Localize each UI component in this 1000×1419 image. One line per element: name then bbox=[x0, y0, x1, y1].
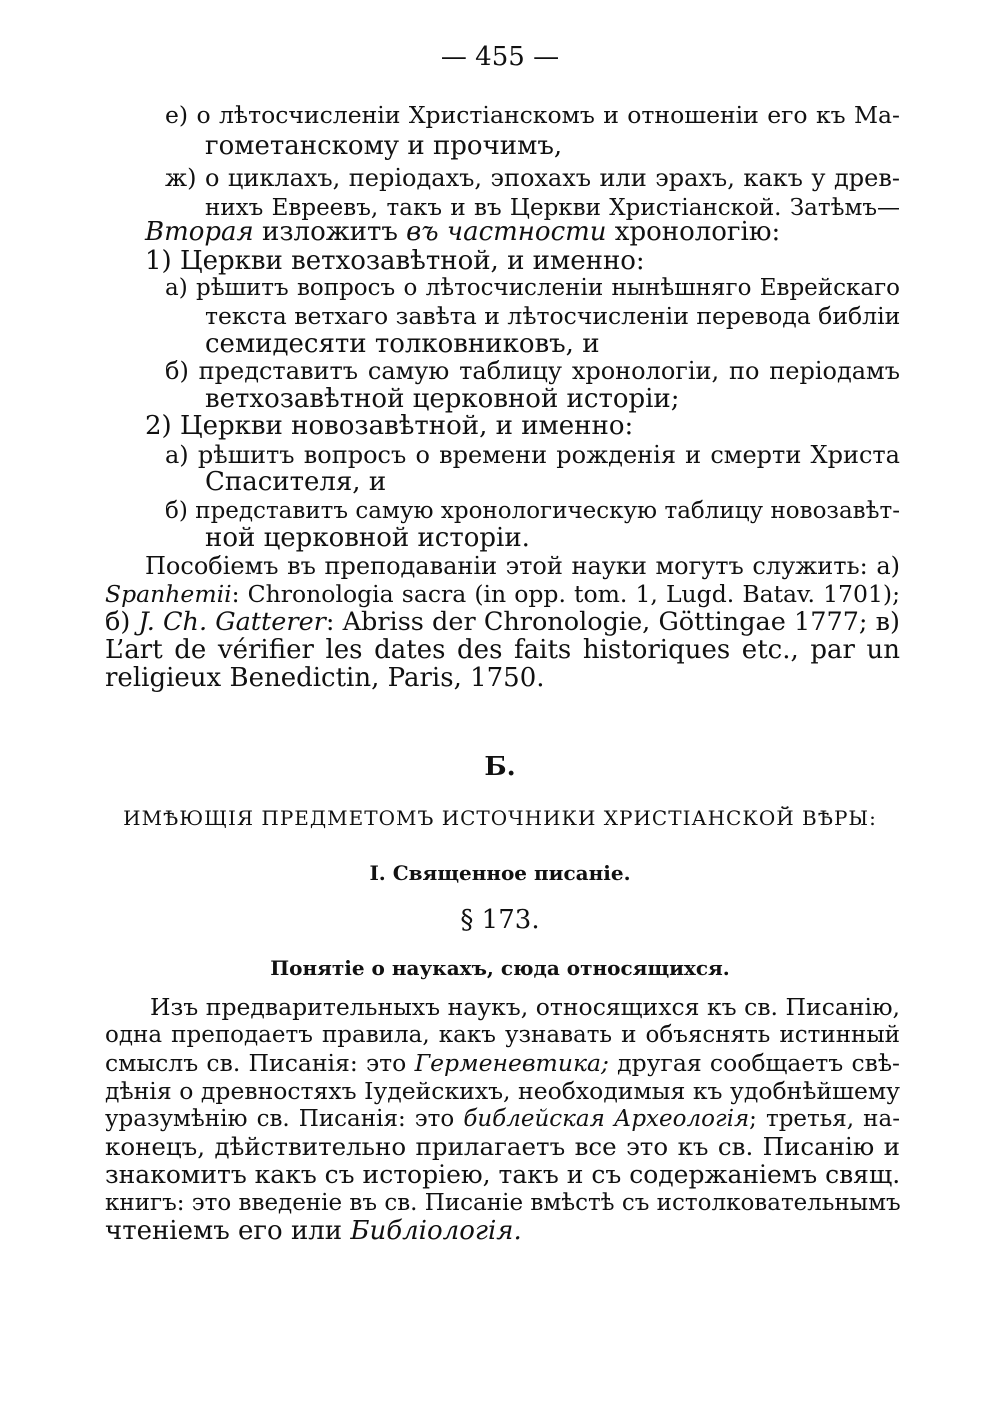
subsection-title: I. Священное писаніе. bbox=[369, 861, 631, 885]
text-segment: хронологію: bbox=[606, 217, 781, 247]
body-line3 bbox=[105, 1048, 900, 1078]
item1-b-line1: б) представитъ самую таблицу хронологіи, по періодамъ bbox=[165, 357, 900, 385]
body-line9 bbox=[105, 1216, 522, 1246]
term-biblical-archaeology: библейская Археологія bbox=[463, 1106, 750, 1132]
list-item-e-line1: е) о лѣтосчисленіи Христіанскомъ и отношеніи его къ Ма- bbox=[165, 101, 900, 129]
term-bibliology: Библіологія. bbox=[350, 1216, 522, 1246]
body-line7: знакомитъ какъ съ исторіею, такъ и съ содержаніемъ свящ. bbox=[105, 1160, 901, 1189]
paragraph-title: Понятіе о наукахъ, сюда относящихся. bbox=[270, 956, 730, 980]
text-segment: изложитъ bbox=[253, 217, 407, 247]
paragraph-number: § 173. bbox=[460, 905, 540, 935]
item1-a-line2: текста ветхаго завѣта и лѣтосчисленіи перевода библіи bbox=[205, 302, 901, 330]
text-segment: чтеніемъ его или bbox=[105, 1216, 351, 1246]
text-segment: : Abriss der Chronologie, Göttingae 1777; в) bbox=[325, 607, 900, 637]
item2-a-line2: Спасителя, и bbox=[205, 467, 387, 497]
aids-line1: Пособіемъ въ преподаваніи этой науки могутъ служить: а) bbox=[145, 552, 900, 580]
text-segment: ; третья, на- bbox=[749, 1106, 900, 1132]
item2-heading: 2) Церкви новозавѣтной, и именно: bbox=[145, 411, 634, 441]
aids-line2 bbox=[105, 579, 900, 609]
item2-b-line2: ной церковной исторіи. bbox=[205, 523, 530, 553]
section-letter: Б. bbox=[484, 752, 516, 782]
aids-line3 bbox=[105, 607, 900, 637]
text-segment: уразумѣнію св. Писанія: это bbox=[105, 1106, 464, 1132]
item2-b-line1: б) представитъ самую хронологическую таблицу новозавѣт- bbox=[165, 498, 900, 524]
page-number: — 455 — bbox=[440, 42, 560, 72]
italic-word-vtoraya: Вторая bbox=[145, 217, 254, 247]
body-line6: конецъ, дѣйствительно прилагаетъ все это къ св. Писанію и bbox=[105, 1132, 900, 1161]
body-line4: дѣнія о древностяхъ Іудейскихъ, необходимыя къ удобнѣйшему bbox=[105, 1077, 900, 1105]
body-line8: книгъ: это введеніе въ св. Писаніе вмѣстѣ съ истолковательнымъ bbox=[105, 1190, 901, 1216]
author-gatterer: J. Ch. Gatterer bbox=[138, 607, 326, 637]
text-segment: : Chronologia sacra (in opp. tom. 1, Lugd. Batav. 1701); bbox=[231, 580, 900, 608]
aids-line4: L’art de vérifier les dates des faits historiques etc., par un bbox=[105, 635, 900, 665]
term-hermeneutics: Герменевтика; bbox=[414, 1049, 609, 1077]
italic-phrase-v-chastnosti: въ частности bbox=[406, 217, 607, 247]
text-segment: б) bbox=[105, 607, 139, 637]
body-line1: Изъ предварительныхъ наукъ, относящихся къ св. Писанію, bbox=[150, 993, 900, 1021]
list-item-zh-line1: ж) о циклахъ, періодахъ, эпохахъ или эрахъ, какъ у древ- bbox=[165, 164, 900, 192]
list-item-zh-line2: нихъ Евреевъ, такъ и въ Церкви Христіанской. Затѣмъ— bbox=[205, 195, 900, 221]
section-title: ИМѢЮЩІЯ ПРЕДМЕТОМЪ ИСТОЧНИКИ ХРИСТІАНСКОЙ ВѢРЫ: bbox=[123, 806, 877, 830]
body-line2: одна преподаетъ правила, какъ узнавать и объяснять истинный bbox=[105, 1022, 900, 1048]
item1-a-line3: семидесяти толковниковъ, и bbox=[205, 329, 600, 359]
list-item-e-line2: гометанскому и прочимъ, bbox=[205, 131, 563, 161]
text-segment: другая сообщаетъ свѣ- bbox=[608, 1049, 900, 1077]
item1-heading: 1) Церкви ветхозавѣтной, и именно: bbox=[145, 246, 645, 276]
aids-line5: religieux Benedictin, Paris, 1750. bbox=[105, 663, 545, 693]
author-spanhemii: Spanhemii bbox=[105, 580, 232, 608]
item1-a-line1: а) рѣшитъ вопросъ о лѣтосчисленіи нынѣшняго Еврейскаго bbox=[165, 275, 900, 301]
item2-a-line1: а) рѣшитъ вопросъ о времени рожденія и смерти Христа bbox=[165, 441, 900, 469]
text-segment: смыслъ св. Писанія: это bbox=[105, 1049, 415, 1077]
body-line5 bbox=[105, 1104, 900, 1134]
item1-b-line2: ветхозавѣтной церковной исторіи; bbox=[205, 384, 680, 414]
second-part-intro bbox=[145, 217, 780, 247]
